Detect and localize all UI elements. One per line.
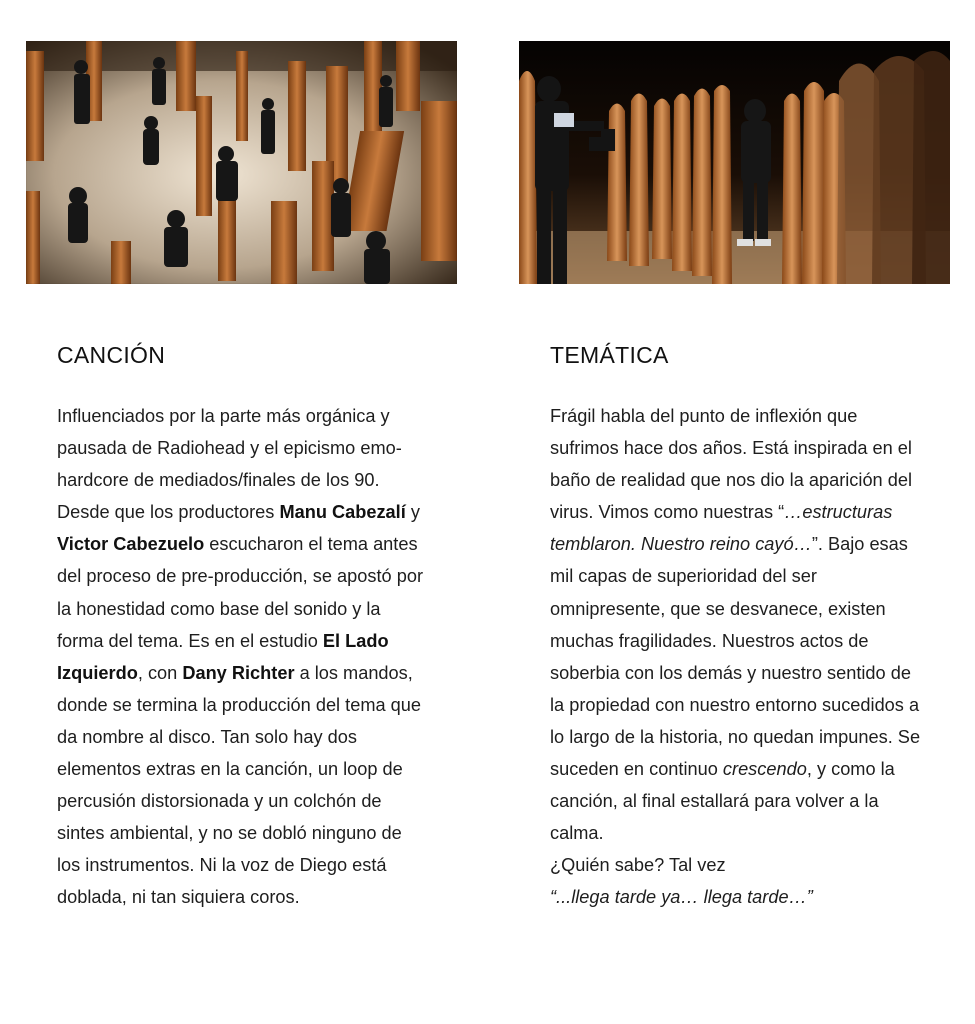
cancion-heading: CANCIÓN [57, 342, 166, 368]
tematica-text-2: ”. Bajo esas mil capas de superioridad del ser omnipresente, que se desvanece, existen muchas fragilidades. Nuestros actos de soberbia con los demás y nuestro sentido de la propiedad con nuestro entorno sucedidos a lo largo de la historia, no quedan impunes. Se suceden en continuo [550, 534, 921, 780]
tematica-section [550, 338, 930, 914]
tematica-body [550, 400, 930, 914]
cancion-text-2: escucharon el tema antes del proceso de pre-producción, se apostó por la honestidad como base del sonido y la forma del tema. Es en el estudio [57, 534, 423, 651]
engineer-name: Dany Richter [182, 662, 295, 683]
photo-sculptures-overhead [26, 41, 457, 284]
cancion-text-3: , con [137, 662, 183, 683]
producer-2-name: Victor Cabezuelo [57, 534, 205, 555]
photo-sculptures-camera-icon [519, 41, 950, 284]
tematica-line-2: ¿Quién sabe? Tal vez [550, 855, 726, 876]
cancion-body [57, 400, 429, 914]
tematica-text-1: Frágil habla del punto de inflexión que sufrimos hace dos años. Está inspirada en el baño de realidad que nos dio la aparición del virus. Vimos como nuestras “ [550, 406, 913, 523]
tematica-heading: TEMÁTICA [550, 342, 669, 368]
cancion-section [57, 338, 429, 914]
photo-sculptures-camera [519, 41, 950, 284]
tematica-quote-1: …estructuras temblaron. Nuestro reino cayó… [550, 502, 893, 555]
tematica-quote-2: “...llega tarde ya… llega tarde…” [550, 887, 813, 908]
photo-sculptures-overhead-icon [26, 41, 457, 284]
tematica-text-3: , y como la canción, al final estallará para volver a la calma. [550, 759, 895, 844]
cancion-text-and: y [405, 502, 420, 523]
cancion-text-1: Influenciados por la parte más orgánica y pausada de Radiohead y el epicismo emo-hardcore de mediados/finales de los 90. Desde que los productores [57, 406, 402, 523]
tematica-crescendo: crescendo [722, 759, 807, 780]
studio-name: El Lado Izquierdo [57, 630, 389, 683]
cancion-text-4: a los mandos, donde se termina la producción del tema que da nombre al disco. Tan solo hay dos elementos extras en la canción, un loop de percusión distorsionada y un colchón de sintes ambiental, y no se dobló ninguno de los instrumentos. Ni la voz de Diego está doblada, ni tan siquiera coros. [57, 662, 421, 908]
producer-1-name: Manu Cabezalí [279, 502, 406, 523]
